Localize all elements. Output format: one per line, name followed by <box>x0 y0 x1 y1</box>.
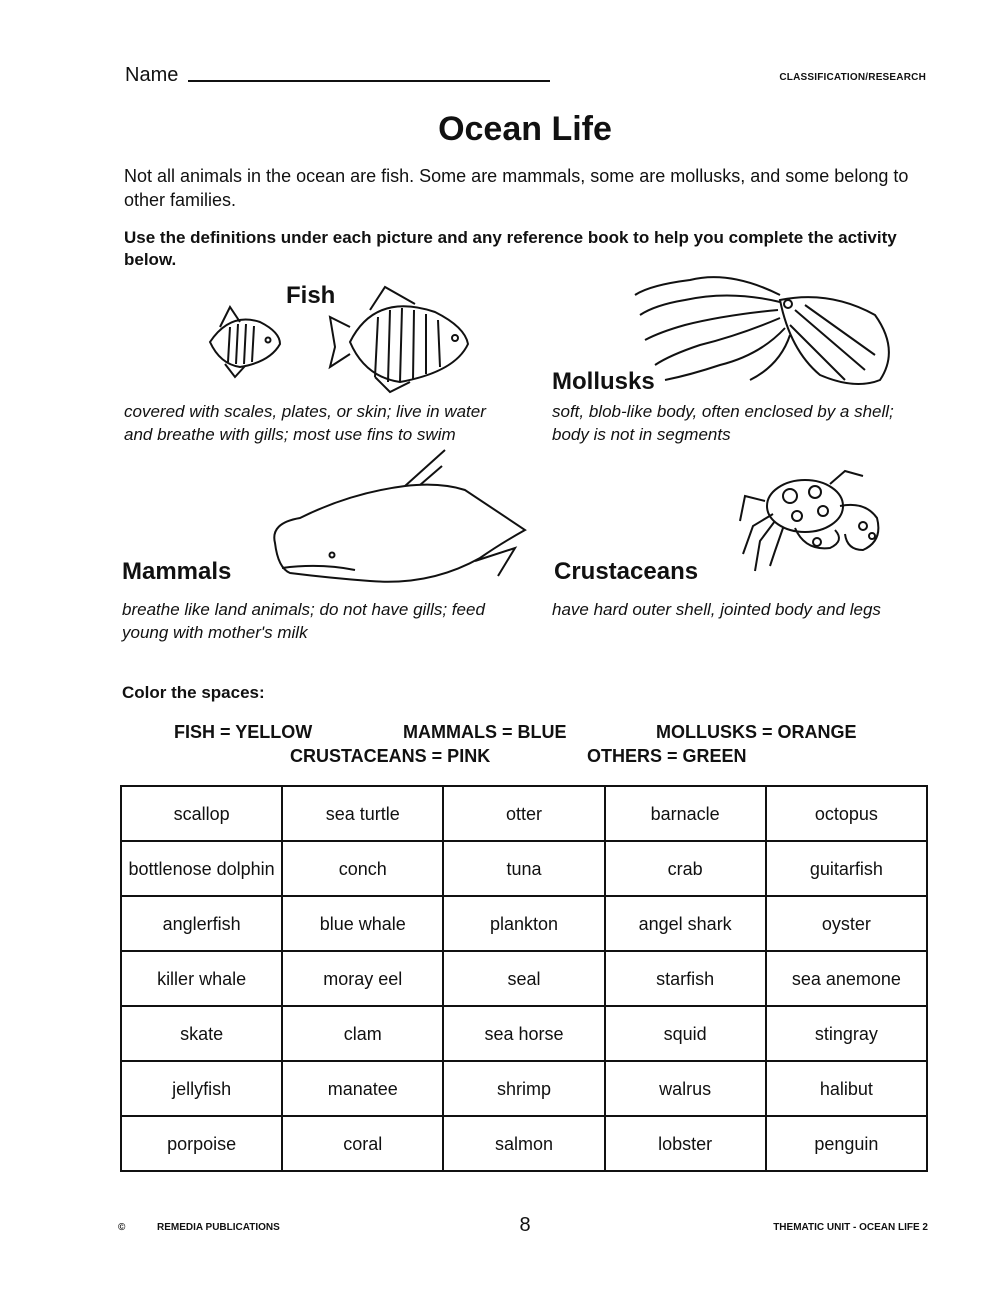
grid-row <box>121 1116 927 1171</box>
page-number: 8 <box>519 1214 531 1236</box>
key-fish: FISH = YELLOW <box>174 722 313 742</box>
publisher-name: REMEDIA PUBLICATIONS <box>157 1222 280 1233</box>
grid-row <box>121 896 927 951</box>
grid-cell[interactable]: halibut <box>766 1061 927 1116</box>
grid-cell[interactable]: manatee <box>282 1061 443 1116</box>
grid-cell[interactable]: stingray <box>766 1006 927 1061</box>
angelfish-icon <box>200 282 480 392</box>
color-key-label: Color the spaces: <box>122 683 265 702</box>
grid-cell[interactable]: moray eel <box>282 951 443 1006</box>
grid-cell[interactable]: porpoise <box>121 1116 282 1171</box>
crab-icon <box>735 466 885 581</box>
grid-row <box>121 951 927 1006</box>
grid-cell[interactable]: anglerfish <box>121 896 282 951</box>
instructions-text: Use the definitions under each picture and any reference book to help you complete the activity below. <box>124 228 897 269</box>
grid-cell[interactable]: sea turtle <box>282 786 443 841</box>
grid-cell[interactable]: otter <box>443 786 604 841</box>
mammals-definition: breathe like land animals; do not have gills; feed young with mother's milk <box>122 600 485 642</box>
grid-cell[interactable]: shrimp <box>443 1061 604 1116</box>
grid-cell[interactable]: sea horse <box>443 1006 604 1061</box>
grid-cell[interactable]: coral <box>282 1116 443 1171</box>
key-others: OTHERS = GREEN <box>587 746 747 766</box>
animal-grid <box>120 785 928 1172</box>
grid-cell[interactable]: bottlenose dolphin <box>121 841 282 896</box>
key-crustaceans: CRUSTACEANS = PINK <box>290 746 491 766</box>
name-label: Name <box>125 64 179 86</box>
grid-row <box>121 1061 927 1116</box>
grid-cell[interactable]: seal <box>443 951 604 1006</box>
grid-cell[interactable]: barnacle <box>605 786 766 841</box>
grid-cell[interactable]: plankton <box>443 896 604 951</box>
grid-cell[interactable]: skate <box>121 1006 282 1061</box>
squid-icon <box>630 270 900 390</box>
grid-cell[interactable]: sea anemone <box>766 951 927 1006</box>
key-mollusks: MOLLUSKS = ORANGE <box>656 722 857 742</box>
copyright-symbol: © <box>118 1222 126 1233</box>
grid-cell[interactable]: octopus <box>766 786 927 841</box>
crustaceans-definition: have hard outer shell, jointed body and legs <box>552 600 881 619</box>
grid-cell[interactable]: squid <box>605 1006 766 1061</box>
grid-row <box>121 786 927 841</box>
grid-cell[interactable]: killer whale <box>121 951 282 1006</box>
grid-cell[interactable]: oyster <box>766 896 927 951</box>
grid-cell[interactable]: blue whale <box>282 896 443 951</box>
category-tag: CLASSIFICATION/RESEARCH <box>779 72 926 83</box>
grid-cell[interactable]: scallop <box>121 786 282 841</box>
grid-row <box>121 841 927 896</box>
grid-cell[interactable]: crab <box>605 841 766 896</box>
fish-definition: covered with scales, plates, or skin; live in water and breathe with gills; most use fins to swim <box>124 402 486 444</box>
grid-cell[interactable]: clam <box>282 1006 443 1061</box>
fish-heading: Fish <box>286 282 336 309</box>
grid-row <box>121 1006 927 1061</box>
grid-cell[interactable]: guitarfish <box>766 841 927 896</box>
grid-cell[interactable]: lobster <box>605 1116 766 1171</box>
grid-cell[interactable]: tuna <box>443 841 604 896</box>
unit-title: THEMATIC UNIT - OCEAN LIFE 2 <box>773 1222 928 1233</box>
mollusks-definition: soft, blob-like body, often enclosed by a shell; body is not in segments <box>552 402 894 444</box>
grid-cell[interactable]: penguin <box>766 1116 927 1171</box>
mollusks-heading: Mollusks <box>552 368 655 395</box>
grid-cell[interactable]: salmon <box>443 1116 604 1171</box>
grid-cell[interactable]: jellyfish <box>121 1061 282 1116</box>
name-line[interactable] <box>188 80 550 82</box>
grid-cell[interactable]: angel shark <box>605 896 766 951</box>
grid-cell[interactable]: starfish <box>605 951 766 1006</box>
grid-cell[interactable]: walrus <box>605 1061 766 1116</box>
mammals-heading: Mammals <box>122 558 232 585</box>
page-title: Ocean Life <box>438 110 612 148</box>
intro-text: Not all animals in the ocean are fish. Some are mammals, some are mollusks, and some belong to other families. <box>124 166 909 210</box>
whale-icon <box>270 448 532 588</box>
key-mammals: MAMMALS = BLUE <box>403 722 567 742</box>
crustaceans-heading: Crustaceans <box>554 558 699 585</box>
grid-cell[interactable]: conch <box>282 841 443 896</box>
